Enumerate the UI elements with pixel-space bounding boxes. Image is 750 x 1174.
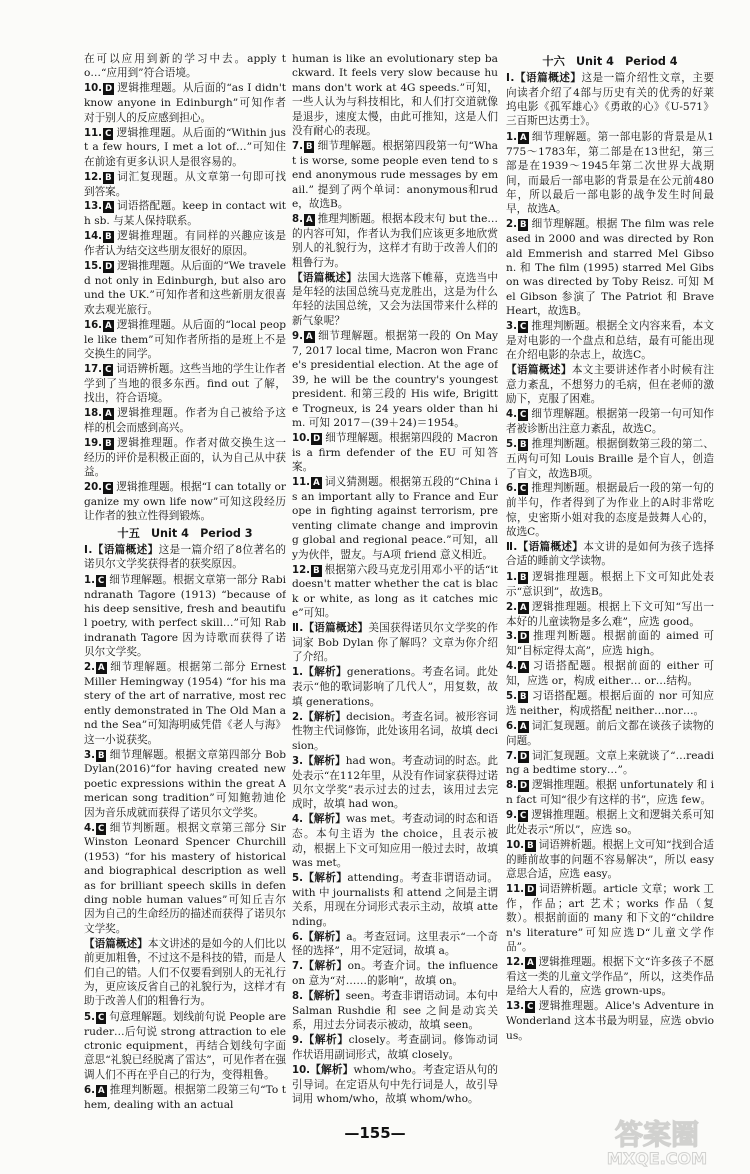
answer-choice-badge: A	[97, 663, 105, 674]
answer-choice-badge: A	[97, 1085, 105, 1096]
answer-choice-badge: A	[527, 958, 534, 969]
answer-choice-badge: A	[519, 132, 527, 143]
answer-choice-badge: A	[519, 662, 527, 673]
answer-text: 细节理解题。根据 The film was released in 2000 and was directed by Ronald Emmerish and starred Mel Gibson. 和 The film (1995) starred Mel Gibson was directed by Toby Reisz. 可知 Mel Gibson 参演了 The Patriot 和 Brave Heart，故选B。	[506, 218, 714, 318]
question-number: 11.	[506, 884, 525, 896]
summary-label: 【语篇概述】	[506, 364, 572, 377]
page-number: —155—	[344, 1124, 406, 1142]
answer-text: 逻辑推理题。作者对做交换生这一经历的评价是积极正面的，认为自己从中获益。	[84, 436, 286, 479]
question-number: 17.	[84, 363, 103, 375]
site-watermark-logo	[572, 1112, 742, 1170]
explanation-label: 【解析】	[302, 960, 348, 973]
summary-text: 本文讲述的是如今的人们比以前更加粗鲁，不过这不是科技的错，而是人们自己的错。人们不仅要看到别人的无礼行为，更应该反省自己的礼貌行为，这样才有助于改善人们的粗鲁行为。	[84, 937, 286, 1008]
answer-item	[84, 81, 286, 125]
answer-choice-badge: A	[305, 214, 313, 225]
answer-choice-badge: A	[519, 602, 527, 613]
question-number: 6.	[506, 720, 517, 732]
answer-choice-badge: B	[97, 750, 105, 761]
question-number: 9.	[292, 331, 303, 343]
question-number: 7.	[292, 140, 303, 152]
answer-text: 词语辨析题。这些当地的学生让作者学到了当地的很多东西。find out 了解，找出，符合语境。	[84, 362, 286, 405]
answer-choice-badge: D	[105, 262, 113, 273]
answer-item	[506, 407, 714, 436]
answer-text: 习语搭配题。根据前面的 either 可知，应选 or，构成 either… or…结构。	[506, 660, 714, 688]
question-number: 7.	[506, 750, 517, 762]
question-number: 4.	[84, 822, 95, 834]
continued-text: human is like an evolutionary step backward. It feels very slow because humans don't work at 4G speeds.”可知，一些人认为与科技相比，和人们打交道就像是退步，速度太慢，由此可推知，这是人们没有耐心的表现。	[292, 53, 498, 138]
answer-item	[84, 1010, 286, 1083]
answer-text: 推理判断题。根据第二段第三句“To them, dealing with an actual	[84, 1083, 286, 1111]
summary-text: 法国大选落下帷幕，克选当中是年轻的法国总统马克龙胜出，这是为什么年轻的法国总统，又会为法国带来什么样的新气象呢？	[292, 271, 498, 327]
answer-choice-badge: C	[97, 1012, 105, 1023]
explanation-label: 【解析】	[302, 754, 346, 767]
answer-item	[84, 259, 286, 317]
answer-text: 推理判断题。根据前面的 aimed 可知“目标定得太高”，应选 high。	[506, 630, 714, 658]
answer-choice-badge: B	[527, 840, 534, 851]
answer-choice-badge: A	[105, 409, 112, 419]
answer-text: 习语搭配题。根据后面的 nor 可知应选 neither，构成搭配 neither…nor…。	[506, 689, 714, 717]
answer-text: 细节理解题。第一部电影的背景是从1775～1783年，第二部是在13世纪，第三部是在1939～1945年第二次世界大战期间，而最后一部电影的背景是在公元前480年，所以最后一部电影的战争发生时间最早，故选A。	[506, 130, 714, 216]
answer-choice-badge: B	[519, 220, 527, 231]
explanation-text: had won。考查动词的时态。此处表示“在112年里，从没有作词家获得过诺贝尔文学奖”表示过去的过去，该用过去完成时，故填 had won。	[292, 754, 498, 811]
passage-summary	[506, 540, 714, 569]
answer-item	[84, 436, 286, 480]
answer-explanation	[292, 710, 498, 754]
answer-item	[506, 999, 714, 1043]
question-number: 5.	[506, 690, 517, 702]
question-number: 10.	[292, 432, 311, 444]
question-number: 13.	[506, 1001, 525, 1013]
answer-text: 逻辑推理题。根据上下文可知此处表示“意识到”，故选B。	[506, 570, 714, 598]
explanation-text: attending。考查非谓语动词。with 中 journalists 和 attend 之间是主谓关系，用现在分词形式表示主动，故填 attending。	[292, 871, 498, 928]
answer-text: 逻辑推理题。从后面的“Within just a few hours, I met a lot of…”可知住在前途有更多认识人是很容易的。	[84, 126, 286, 168]
answer-text: 推理判断题。根据倒数第三段的第二、五两句可知 Louis Braille 是个盲人，创造了盲文，故选B项。	[506, 438, 714, 480]
summary-text: 本文主要讲述作者小时候有注意力紊乱，不想努力的毛病，但在老师的激励下，克服了困难。	[506, 364, 714, 406]
answer-text: 逻辑推理题。根据上文和逻辑关系可知此处表示“所以”，应选 so。	[506, 809, 714, 836]
answer-explanation	[292, 989, 498, 1033]
question-number: 1.	[84, 574, 95, 586]
question-number: 10.	[292, 1065, 311, 1077]
answer-item	[506, 659, 714, 688]
question-number: 4.	[292, 814, 303, 826]
answer-choice-badge: C	[97, 823, 105, 834]
answer-choice-badge: C	[105, 128, 112, 139]
answer-choice-badge: B	[105, 172, 112, 183]
question-number: 10.	[506, 839, 525, 851]
summary-text: 美国获得诺贝尔文学奖的作词家 Bob Dylan 你了解吗？文章为你介绍了介绍。	[292, 622, 498, 663]
answer-item	[84, 52, 286, 81]
answer-text: 词语搭配题。keep in contact with sb. 与某人保持联系。	[84, 200, 286, 228]
explanation-text: on。考查介词。the influence on 意为“对……的影响”，故填 on。	[292, 960, 498, 988]
answer-text: 逻辑推理题。根据上下文可知“写出一本好的儿童读物是多么难”，应选 good。	[506, 600, 714, 628]
explanation-label: 【解析】	[302, 930, 347, 943]
question-number: 12.	[84, 171, 103, 183]
answer-item	[84, 126, 286, 170]
summary-text: 这是一篇介绍了8位著名的诺贝尔文学奖获得者的获奖原因。	[84, 543, 286, 571]
answer-choice-badge: D	[519, 751, 528, 762]
answer-text: 细节判断题。根据文章第三部分 Sir Winston Leonard Spencer Churchill (1953) “for his mastery of historical and biographical description as well as for brilliant speech skills in defending noble human values”可知丘吉尔因为自己的生命经历的描述而获得了诺贝尔文学奖。	[84, 821, 286, 935]
answer-text: 词汇复现题。前后文都在谈孩子读物的问题。	[506, 719, 714, 747]
answer-text: 逻辑推理题。从后面的“as I didn't know anyone in Edinburgh”可知作者对于别人的反应感到担心。	[84, 82, 286, 124]
question-number: 8.	[292, 991, 303, 1003]
answer-item	[84, 821, 286, 937]
answer-choice-badge: B	[519, 572, 527, 583]
answer-item	[84, 199, 286, 228]
question-number: 2.	[292, 711, 303, 723]
answer-choice-badge: A	[105, 202, 112, 213]
answer-text: 细节理解题。根据第一段第一句可知作者被诊断出注意力紊乱，故选C。	[506, 408, 714, 436]
answer-choice-badge: C	[105, 482, 112, 493]
explanation-text: generations。考查名词。此处表示“他的歌词影响了几代人”，用复数，故填 generations。	[292, 666, 498, 708]
question-number: 16.	[84, 319, 103, 331]
answer-text: 逻辑推理题。从后面的“local people like them”可知作者所指的是班上不是交换生的同学。	[84, 318, 286, 360]
question-number: 13.	[84, 201, 103, 213]
summary-label: 【语篇概述】	[292, 271, 358, 284]
question-number: 8.	[506, 780, 517, 792]
explanation-label: 【解析】	[302, 990, 346, 1003]
answer-choice-badge: A	[305, 332, 313, 343]
question-number: 9.	[292, 1035, 303, 1047]
explanation-label: 【解析】	[302, 666, 347, 679]
summary-label: 【语篇概述】	[84, 937, 148, 950]
answer-choice-badge: A	[105, 320, 112, 331]
answer-choice-badge: A	[519, 721, 527, 732]
answer-explanation	[292, 930, 498, 959]
answer-choice-badge: B	[305, 141, 313, 152]
question-number: 3.	[506, 321, 517, 333]
passage-summary	[84, 543, 286, 572]
answer-choice-badge: D	[313, 433, 321, 444]
watermark-text-main: 答案圈	[614, 1118, 700, 1151]
answer-text: 细节理解题。根据第二部分 Ernest Miller Hemingway (1954) “for his mastery of the art of narrative, most recently demonstrated in The Old Man and the Sea”可知海明威凭借《老人与海》这一小说获奖。	[84, 661, 286, 746]
passage-summary	[292, 621, 498, 664]
question-number: 4.	[506, 409, 517, 421]
question-number: 12.	[292, 564, 311, 576]
answer-choice-badge: C	[519, 322, 527, 333]
explanation-label: 【解析】	[310, 1064, 354, 1077]
answer-choice-badge: D	[519, 781, 528, 792]
answer-text: 推理判断题。根据全文内容来看，本文是对电影的一个盘点和总结，最有可能出现在介绍电影的杂志上，故选C。	[506, 320, 714, 362]
question-number: 11.	[84, 127, 103, 139]
answer-explanation	[292, 959, 498, 988]
answer-text: 逻辑推理题。根据 unfortunately 和 in fact 可知“很少有这样的书”，应选 few。	[506, 779, 714, 807]
question-number: 3.	[506, 631, 517, 643]
question-number: 5.	[292, 872, 303, 884]
answer-item	[84, 573, 286, 660]
answer-item	[84, 480, 286, 524]
section-title: 十五 Unit 4 Period 3	[117, 526, 253, 540]
answer-item	[506, 481, 714, 539]
question-number: 9.	[506, 810, 517, 822]
answer-explanation	[292, 1033, 498, 1062]
answer-explanation	[292, 754, 498, 812]
explanation-label: 【解析】	[302, 710, 347, 723]
answer-item	[506, 437, 714, 481]
column-right	[506, 52, 714, 1124]
question-number: 1.	[506, 131, 517, 143]
passage-summary	[506, 363, 714, 406]
passage-summary	[506, 71, 714, 129]
answer-explanation	[292, 871, 498, 929]
answer-text: 词汇复现题。从文章第一句即可找到答案。	[84, 170, 286, 198]
answer-item	[506, 838, 714, 882]
question-number: 6.	[506, 483, 517, 495]
answer-item	[84, 660, 286, 747]
column-middle	[292, 52, 498, 1124]
answer-item	[84, 170, 286, 199]
answer-choice-badge: B	[519, 691, 527, 702]
question-number: 12.	[506, 957, 525, 969]
answer-text: 细节理解题。根据第一段的 On May 7, 2017 local time, Macron won France's presidential election. At the age of 39, he will be the country's youngest president. 和第三段的 His wife, Brigitte Trogneux, is 24 years older than him. 可知 2017－(39＋24)＝1954。	[292, 330, 498, 430]
answer-item	[292, 475, 498, 562]
answer-item	[506, 749, 714, 778]
answer-item	[506, 778, 714, 807]
answer-item	[506, 882, 714, 955]
answer-choice-badge: B	[519, 440, 527, 451]
answer-choice-badge: A	[313, 478, 320, 489]
explanation-text: whom/who。考查定语从句的引导词。在定语从句中先行词是人，故引导词用 whom/who，故填 whom/who。	[292, 1064, 498, 1106]
summary-label: Ⅱ.【语篇概述】	[506, 541, 584, 554]
answer-item	[292, 139, 498, 212]
question-number: 20.	[84, 481, 103, 493]
answer-text: 词语辨析题。article 文章；work 工作，作品；art 艺术；works 作品（复数）。根据前面的 many 和下文的“children's literature”可知应选D“儿童文学作品”。	[506, 883, 714, 954]
answer-choice-badge: C	[519, 484, 527, 495]
question-number: 3.	[84, 749, 95, 761]
question-number: 18.	[84, 408, 103, 419]
question-number: 7.	[292, 961, 303, 973]
question-number: 5.	[506, 439, 517, 451]
answer-item	[84, 318, 286, 362]
answer-item	[506, 570, 714, 599]
summary-text: 这是一篇介绍性文章，主要向读者介绍了4部与历史有关的优秀的好莱坞电影《孤军雄心》《勇敢的心》《U-571》三百斯巴达勇士》。	[506, 72, 714, 128]
answer-item	[84, 748, 286, 821]
passage-summary	[292, 271, 498, 329]
explanation-text: closely。考查副词。修饰动词作状语用副词形式，故填 closely。	[292, 1034, 498, 1062]
answer-explanation	[292, 812, 498, 870]
answer-text: 细节理解题。根据文章第一部分 Rabindranath Tagore (1913) “because of his deep sensitive, fresh and beautiful poetry, with perfect skill…”可知 Rabindranath Tagore 因为诗歌而获得了诺贝尔文学奖。	[84, 573, 286, 659]
question-number: 1.	[506, 571, 517, 583]
answer-item	[292, 212, 498, 270]
question-number: 6.	[292, 931, 303, 943]
answer-text: 逻辑推理题。根据下文“许多孩子不愿看这一类的儿童文学作品”，所以，这类作品是给大人看的，应选 grown-ups。	[506, 956, 714, 998]
passage-summary	[84, 937, 286, 1009]
answer-item	[506, 319, 714, 363]
answer-text: 推理判断题。根据最后一段的第一句的前半句，作者得到了为作业上的A时非常吃惊，史密斯小姐对我的态度是鼓舞人心的，故选C。	[506, 482, 714, 539]
answer-text: 逻辑推理题。根据“I can totally organize my own life now”可知这段经历让作者的独立性得到锻炼。	[84, 480, 286, 523]
answer-choice-badge: B	[105, 232, 112, 243]
answer-item	[292, 563, 498, 621]
answer-explanation	[292, 1063, 498, 1107]
explanation-label: 【解析】	[302, 871, 348, 884]
answer-choice-badge: C	[519, 811, 527, 822]
question-number: 2.	[506, 219, 517, 231]
answer-item	[506, 600, 714, 629]
answer-text: 句意理解题。划线前句说 People are ruder…后句说 strong attraction to electronic equipment，再结合划线句字面意思“礼貌已经脱离了雷达”，可见作者在强调人们不再在乎自己的行为，变得粗鲁。	[84, 1010, 286, 1081]
explanation-text: was met。考查动词的时态和语态。本句主语为 the choice，且表示被动，根据上下文可知应用一般过去时，故填 was met。	[292, 813, 498, 870]
answer-item	[292, 431, 498, 475]
question-number: 1.	[292, 667, 303, 679]
answer-item	[292, 329, 498, 430]
answer-item	[84, 406, 286, 435]
answer-text: 细节理解题。根据第四段第一句“What is worse, some people even tend to send anonymous rude messages by email.” 提到了两个单词：anonymous和rude，故选B。	[292, 139, 498, 211]
answer-text: 词汇复现题。文章上来就谈了“…reading a bedtime story…”。	[506, 749, 714, 777]
column-left	[84, 52, 286, 1124]
answer-explanation	[292, 665, 498, 709]
answer-item	[84, 229, 286, 258]
answer-item	[84, 1083, 286, 1112]
answer-item	[506, 130, 714, 217]
answer-choice-badge: D	[527, 885, 535, 896]
question-number: 5.	[84, 1011, 95, 1023]
question-number: 4.	[506, 661, 517, 673]
answer-item	[506, 629, 714, 658]
question-number: 8.	[292, 213, 303, 225]
question-number: 6.	[84, 1084, 95, 1096]
question-number: 3.	[292, 755, 303, 767]
question-number: 10.	[84, 83, 103, 95]
summary-text: 本文讲的是如何为孩子选择合适的睡前文学读物。	[506, 541, 714, 568]
explanation-label: 【解析】	[302, 1034, 349, 1047]
answer-item	[84, 362, 286, 406]
explanation-label: 【解析】	[302, 813, 346, 826]
question-number: 11.	[292, 477, 311, 489]
summary-label: Ⅰ.【语篇概述】	[84, 543, 159, 556]
answer-text: 逻辑推理题。作者为自己被给予这样的机会而感到高兴。	[84, 407, 286, 434]
explanation-text: a。考查冠词。这里表示“一个奇怪的选择”，用不定冠词，故填 a。	[292, 930, 498, 958]
summary-label: Ⅰ.【语篇概述】	[506, 72, 582, 85]
answer-item	[506, 808, 714, 837]
question-number: 2.	[84, 662, 95, 674]
summary-label: Ⅱ.【语篇概述】	[292, 622, 369, 635]
answer-choice-badge: D	[519, 632, 528, 643]
answer-text: 细节理解题。根据文章第四部分 Bob Dylan(2016)“for having created new poetic expressions within the great American song tradition”可知鲍勃迪伦因为音乐成就而获得了诺贝尔文学奖。	[84, 748, 286, 819]
answer-text: 词义猜测题。根据第五段的“China is an important ally to France and Europe in fighting against terrorism, preventing climate change and improving global and regional peace.”可知，ally为伙伴，盟友。与A项 friend 意义相近。	[292, 476, 498, 561]
answer-text: 细节理解题。根据第四段的 Macron is a firm defender of the EU 可知答案。	[292, 431, 498, 474]
section-title: 十六 Unit 4 Period 4	[542, 55, 678, 68]
answer-item	[506, 955, 714, 999]
explanation-text: decision。考查名词。被形容词性物主代词修饰，此处该用名词，故填 decision。	[292, 710, 498, 752]
question-number: 2.	[506, 601, 517, 613]
answer-choice-badge: C	[97, 575, 105, 586]
explanation-text: seen。考查非谓语动词。本句中 Salman Rushdie 和 see 之间是动宾关系，用过去分词表示被动，故填 seen。	[292, 990, 498, 1032]
answer-choice-badge: B	[313, 565, 320, 576]
watermark-text-domain: MXQE.COM	[606, 1149, 708, 1168]
answer-text: 根据第六段马克龙引用邓小平的话“it doesn't matter whether the cat is black or white, as long as it catches mice”可知。	[292, 563, 498, 620]
answer-text: 词语辨析题。根据上文可知“找到合适的睡前故事的问题不容易解决”，所以 easy 意思合适，应选 easy。	[506, 838, 714, 881]
answer-choice-badge: C	[527, 1002, 534, 1013]
answer-text: 逻辑推理题。从后面的“We traveled not only in Edinburgh, but also around the UK.”可知作者和这些新朋友很喜欢去观光旅行。	[84, 260, 286, 316]
answer-text: 在可以应用到新的学习中去。apply to…“应用到”符合语境。	[84, 53, 286, 80]
answer-text: 逻辑推理题。Alice's Adventure in Wonderland 这本书最为明显，应选 obvious。	[506, 1000, 714, 1042]
answer-choice-badge: D	[105, 84, 113, 95]
answer-choice-badge: C	[519, 410, 527, 421]
answer-text: 逻辑推理题。有同样的兴趣应该是作者认为结交这些朋友很好的原因。	[84, 230, 286, 258]
answer-choice-badge: B	[105, 438, 112, 449]
question-number: 19.	[84, 437, 103, 449]
answer-choice-badge: C	[105, 364, 112, 375]
answer-item	[506, 217, 714, 318]
answer-text: 推理判断题。根据本段末句 but the…的内容可知，作者认为我们应该更多地欣赏别人的礼貌行为，这样才有助于改善人们的粗鲁行为。	[292, 212, 498, 269]
question-number: 15.	[84, 261, 103, 273]
answer-item	[506, 719, 714, 748]
answer-item	[506, 689, 714, 718]
question-number: 14.	[84, 231, 103, 243]
